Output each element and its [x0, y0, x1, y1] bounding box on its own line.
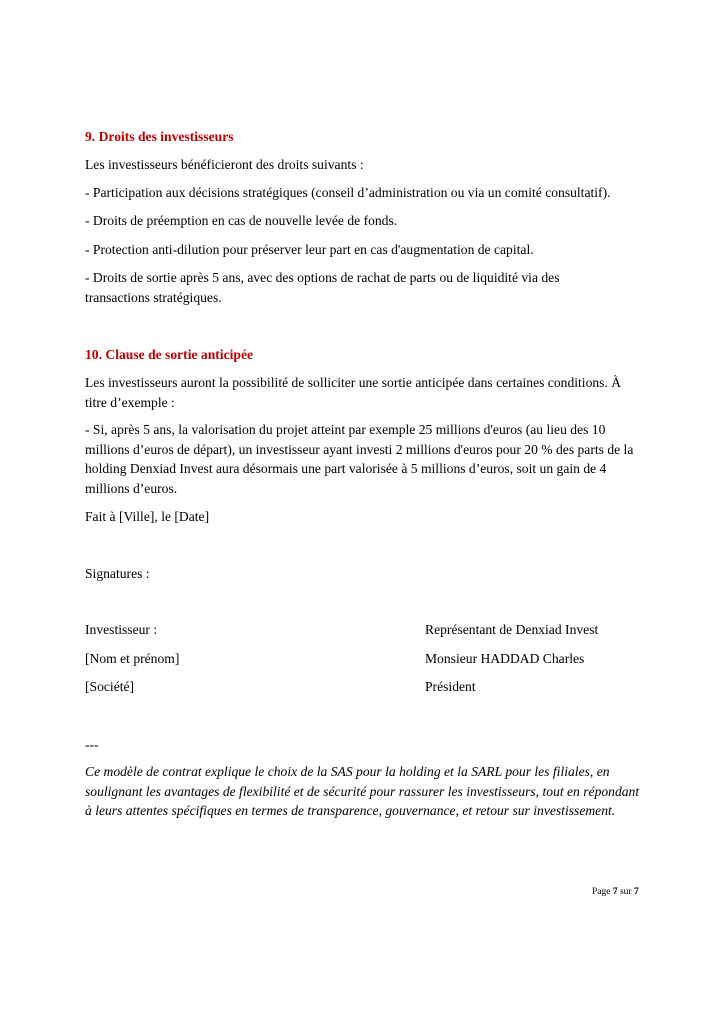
footer-page-number: 7	[612, 887, 618, 897]
signatures-label: Signatures :	[85, 566, 150, 581]
section-9-item: - Participation aux décisions stratégiques (conseil d’administration ou via un comité consultatif).	[85, 185, 611, 200]
section-9-item: - Droits de sortie après 5 ans, avec des options de rachat de parts ou de liquidité via des transactions stratégiques.	[85, 270, 560, 305]
investor-name: [Nom et prénom]	[85, 651, 180, 666]
section-10-example: - Si, après 5 ans, la valorisation du projet atteint par exemple 25 millions d'euros (au lieu des 10 millions d’euros de départ), un investisseur ayant investi 2 millions d'euros pour 20 % des parts de la holding Denxiad Invest aura désormais une part valorisée à 5 millions d’euros, soit un gain de 4 millions d’euros.	[85, 422, 634, 496]
section-10-heading: 10. Clause de sortie anticipée	[85, 347, 254, 362]
representative-name: Monsieur HADDAD Charles	[425, 651, 585, 666]
footer-page-label: Page	[592, 887, 611, 897]
section-9-item: - Protection anti-dilution pour préserver leur part en cas d'augmentation de capital.	[85, 242, 534, 257]
representative-title: Représentant de Denxiad Invest	[425, 622, 599, 637]
section-9-heading: 9. Droits des investisseurs	[85, 129, 234, 144]
section-9-item: - Droits de préemption en cas de nouvelle levée de fonds.	[85, 213, 398, 228]
place-date-line: Fait à [Ville], le [Date]	[85, 509, 210, 524]
section-9-intro: Les investisseurs bénéficieront des droits suivants :	[85, 157, 364, 172]
investor-company: [Société]	[85, 679, 135, 694]
footer-page-total: 7	[633, 887, 639, 897]
closing-note: Ce modèle de contrat explique le choix de la SAS pour la holding et la SARL pour les filiales, en soulignant les avantages de flexibilité et de sécurité pour rassurer les investisseurs, tout en répondant à leurs attentes spécifiques en termes de transparence, gouvernance, et retour sur investissement.	[85, 764, 640, 818]
page-footer	[592, 886, 639, 898]
footer-of-label: sur	[619, 887, 632, 897]
investor-title: Investisseur :	[85, 622, 158, 637]
section-10-intro: Les investisseurs auront la possibilité de solliciter une sortie anticipée dans certaines conditions. À titre d’exemple :	[85, 375, 622, 410]
representative-role: Président	[425, 679, 476, 694]
separator: ---	[85, 737, 99, 752]
